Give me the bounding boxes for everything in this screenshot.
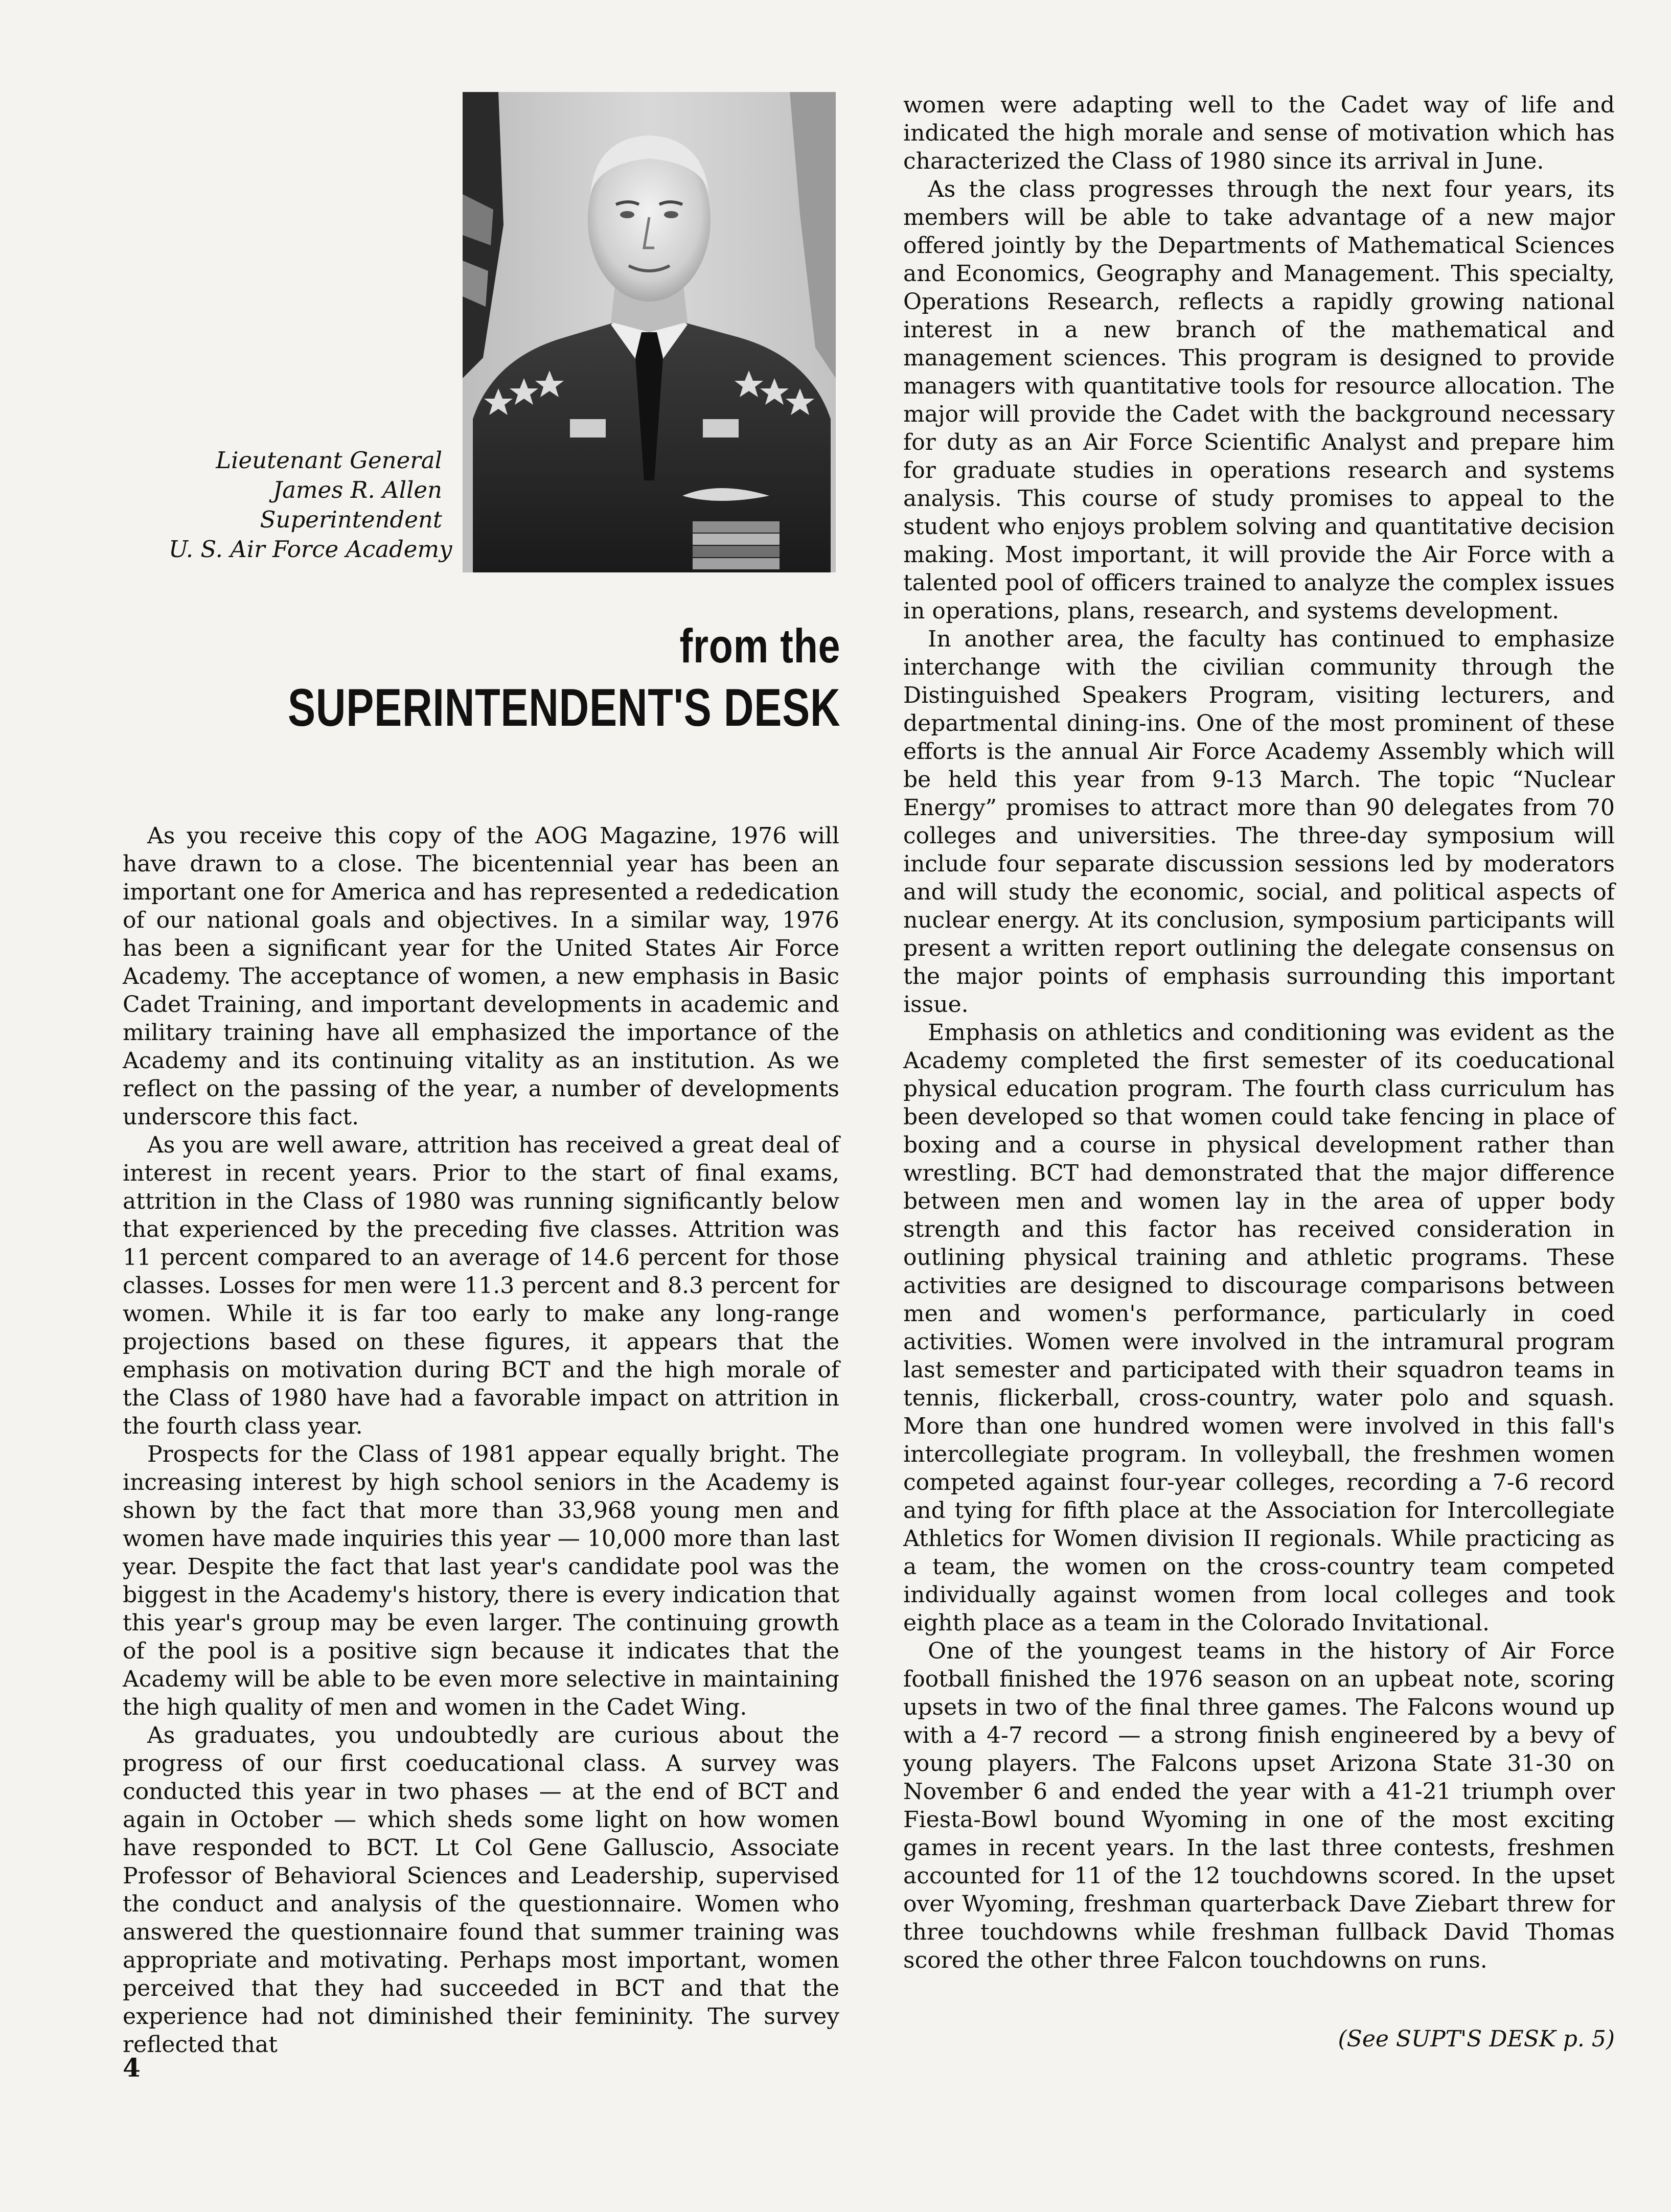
caption-organization: U. S. Air Force Academy — [169, 536, 452, 563]
caption-position: Superintendent — [260, 506, 442, 533]
superintendent-portrait-photo — [463, 92, 836, 572]
caption-rank: Lieutenant General — [216, 447, 442, 474]
us-insignia — [570, 419, 606, 437]
title-from-the: from the — [679, 619, 840, 673]
title-superintendents-desk: SUPERINTENDENT'S DESK — [287, 678, 840, 738]
paragraph: As the class progresses through the next four years, its members will be able to take advantage of a new major offered jointly by the Departments of Mathematical Sciences and Economics, Geography and Management. This specialty, Operations Research, reflects a rapidly growing national interest in a new branch of the mathematical and management sciences. This program is designed to provide managers with quantitative tools for resource allocation. The major will provide the Cadet with the background necessary for duty as an Air Force Scientific Analyst and prepare him for graduate studies in operations research and systems analysis. This course of study promises to appeal to the student who enjoys problem solving and quantitative decision making. Most important, it will provide the Air Force with a talented pool of officers trained to analyze the complex issues in operations, plans, research, and systems development. — [903, 176, 1615, 624]
paragraph: As you are well aware, attrition has received a great deal of interest in recent years. Prior to the start of final exams, attrition in the Class of 1980 was running significantly below that experienced by the preceding five classes. Attrition was 11 percent compared to an average of 14.6 percent for those classes. Losses for men were 11.3 percent and 8.3 percent for women. While it is far too early to make any long-range projections based on these figures, it appears that the emphasis on motivation during BCT and the high morale of the Class of 1980 have had a favorable impact on attrition in the fourth class year. — [123, 1132, 839, 1439]
paragraph: women were adapting well to the Cadet way of life and indicated the high morale and sense of motivation which has characterized the Class of 1980 since its arrival in June. — [903, 92, 1615, 174]
paragraph: As graduates, you undoubtedly are curious about the progress of our first coeducational class. A survey was conducted this year in two phases — at the end of BCT and again in October — which sheds some light on how women have responded to BCT. Lt Col Gene Galluscio, Associate Professor of Behavioral Sciences and Leadership, supervised the conduct and analysis of the questionnaire. Women who answered the questionnaire found that summer training was appropriate and motivating. Perhaps most important, women perceived that they had succeeded in BCT and that the experience had not diminished their femininity. The survey reflected that — [123, 1722, 839, 2058]
paragraph: One of the youngest teams in the history of Air Force football finished the 1976 season on an upbeat note, scoring upsets in two of the final three games. The Falcons wound up with a 4-7 record — a strong finish engineered by a bevy of young players. The Falcons upset Arizona State 31-30 on November 6 and ended the year with a 41-21 triumph over Fiesta-Bowl bound Wyoming in one of the most exciting games in recent years. In the last three contests, freshmen accounted for 11 of the 12 touchdowns scored. In the upset over Wyoming, freshman quarterback Dave Ziebart threw for three touchdowns while freshman fullback David Thomas scored the other three Falcon touchdowns on runs. — [903, 1638, 1615, 1973]
caption-name: James R. Allen — [273, 476, 442, 503]
portrait-illustration — [463, 92, 836, 572]
paragraph: Emphasis on athletics and conditioning was evident as the Academy completed the first semester of its coeducational physical education program. The fourth class curriculum has been developed so that women could take fencing in place of boxing and a course in physical development rather than wrestling. BCT had demonstrated that the major difference between men and women lay in the area of upper body strength and this factor has received consideration in outlining physical training and athletic programs. These activities are designed to discourage comparisons between men and women's performance, particularly in coed activities. Women were involved in the intramural program last semester and participated with their squadron teams in tennis, flickerball, cross-country, water polo and squash. More than one hundred women were involved in this fall's intercollegiate program. In volleyball, the freshmen women competed against four-year colleges, recording a 7-6 record and tying for fifth place at the Association for Intercollegiate Athletics for Women division II regionals. While practicing as a team, the women on the cross-country team competed individually against women from local colleges and took eighth place as a team in the Colorado Invitational. — [903, 1020, 1615, 1636]
paragraph: As you receive this copy of the AOG Magazine, 1976 will have drawn to a close. The bicentennial year has been an important one for America and has represented a rededication of our national goals and objectives. In a similar way, 1976 has been a significant year for the United States Air Force Academy. The acceptance of women, a new emphasis in Basic Cadet Training, and important developments in academic and military training have all emphasized the importance of the Academy and its continuing vitality as an institution. As we reflect on the passing of the year, a number of developments underscore this fact. — [123, 823, 839, 1130]
page-number: 4 — [123, 2053, 141, 2083]
article-column-right — [903, 91, 1615, 1974]
paragraph: In another area, the faculty has continued to emphasize interchange with the civilian community through the Distinguished Speakers Program, visiting lecturers, and departmental dining-ins. One of the most prominent of these efforts is the annual Air Force Academy Assembly which will be held this year from 9-13 March. The topic “Nuclear Energy” promises to attract more than 90 delegates from 70 colleges and universities. The three-day symposium will include four separate discussion sessions led by moderators and will study the economic, social, and political aspects of nuclear energy. At its conclusion, symposium participants will present a written report outlining the delegate consensus on the major points of emphasis surrounding this important issue. — [903, 626, 1615, 1018]
paragraph: Prospects for the Class of 1981 appear equally bright. The increasing interest by high school seniors in the Academy is shown by the fact that more than 33,968 young men and women have made inquiries this year — 10,000 more than last year. Despite the fact that last year's candidate pool was the biggest in the Academy's history, there is every indication that this year's group may be even larger. The continuing growth of the pool is a positive sign because it indicates that the Academy will be able to be even more selective in maintaining the high quality of men and women in the Cadet Wing. — [123, 1441, 839, 1720]
photo-caption — [169, 446, 452, 564]
continued-reference: (See SUPT'S DESK p. 5) — [1338, 2026, 1615, 2052]
article-column-left — [123, 822, 839, 2059]
article-title — [132, 616, 840, 740]
